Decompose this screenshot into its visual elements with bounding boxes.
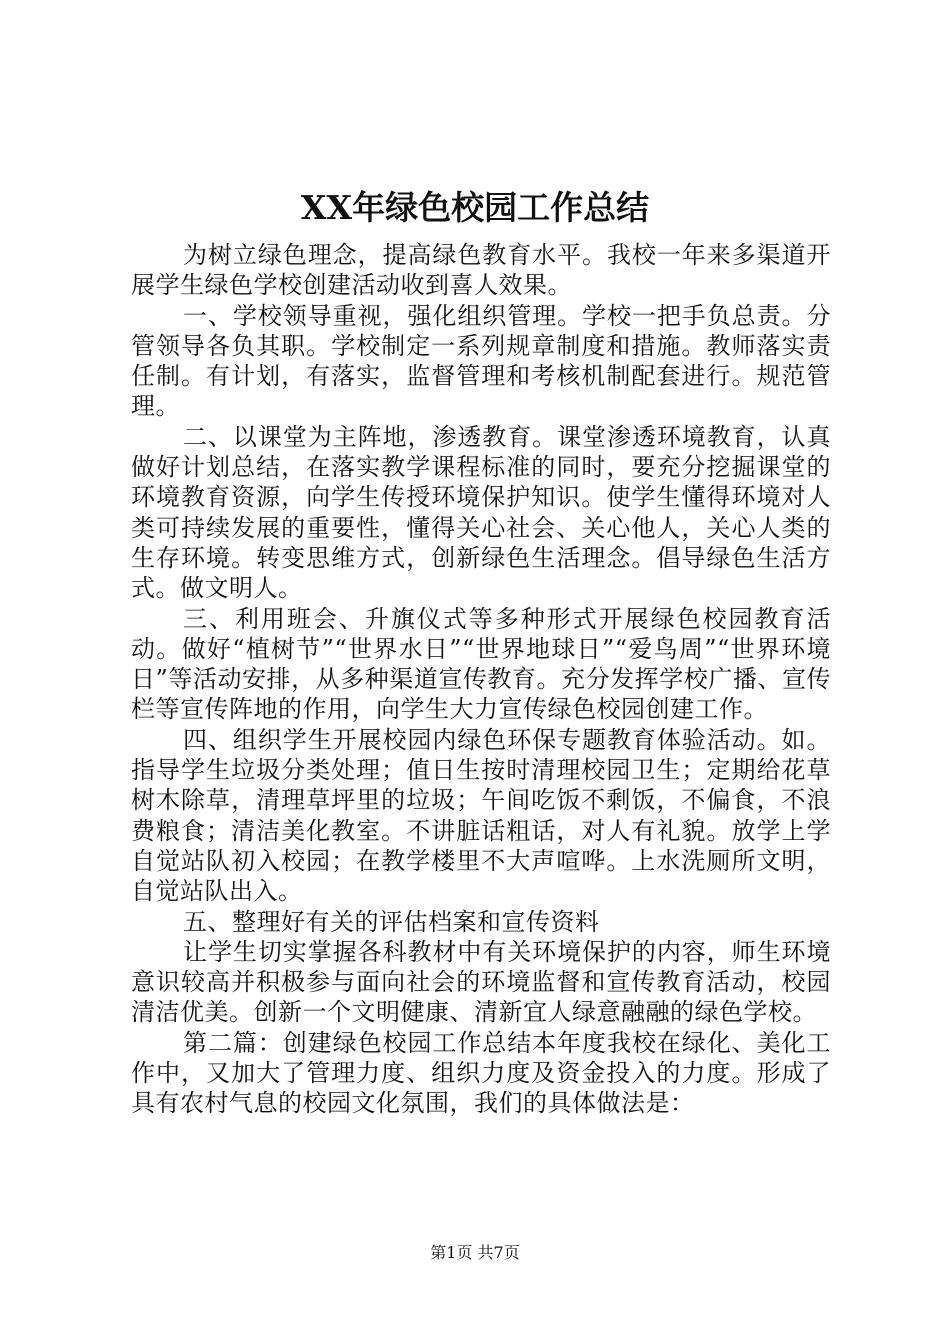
document-title: XX年绿色校园工作总结 bbox=[300, 188, 650, 227]
paragraph-section-4: 四、组织学生开展校园内绿色环保专题教育体验活动。如。指导学生垃圾分类处理；值日生按时清理校园卫生；定期给花草树木除草，清理草坪里的垃圾；午间吃饭不剩饭，不偏食，不浪费粮食；清洁美化教室。不讲脏话粗话，对人有礼貌。放学上学自觉站队初入校园；在教学楼里不大声喧哗。上水洗厕所文明，自觉站队出入。 bbox=[131, 725, 831, 906]
paragraph-section-5-detail: 让学生切实掌握各科教材中有关环境保护的内容，师生环境意识较高并积极参与面向社会的环境监督和宣传教育活动，校园清洁优美。创新一个文明健康、清新宜人绿意融融的绿色学校。 bbox=[131, 937, 831, 1027]
document-body bbox=[131, 240, 831, 1119]
paragraph-section-1: 一、学校领导重视，强化组织管理。学校一把手负总责。分管领导各负其职。学校制定一系列规章制度和措施。教师落实责任制。有计划，有落实，监督管理和考核机制配套进行。规范管理。 bbox=[131, 301, 831, 421]
page-number-footer: 第1页 共7页 bbox=[430, 1243, 520, 1262]
paragraph-section-3: 三、利用班会、升旗仪式等多种形式开展绿色校园教育活动。做好“植树节”“世界水日”“世界地球日”“爱鸟周”“世界环境日”等活动安排，从多种渠道宣传教育。充分发挥学校广播、宣传栏等宣传阵地的作用，向学生大力宣传绿色校园创建工作。 bbox=[131, 604, 831, 724]
paragraph-section-2: 二、以课堂为主阵地，渗透教育。课堂渗透环境教育，认真做好计划总结，在落实教学课程标准的同时，要充分挖掘课堂的环境教育资源，向学生传授环境保护知识。使学生懂得环境对人类可持续发展的重要性，懂得关心社会、关心他人，关心人类的生存环境。转变思维方式，创新绿色生活理念。倡导绿色生活方式。做文明人。 bbox=[131, 422, 831, 603]
paragraph-intro: 为树立绿色理念，提高绿色教育水平。我校一年来多渠道开展学生绿色学校创建活动收到喜人效果。 bbox=[131, 241, 831, 300]
paragraph-second-article: 第二篇：创建绿色校园工作总结本年度我校在绿化、美化工作中，又加大了管理力度、组织力度及资金投入的力度。形成了具有农村气息的校园文化氛围，我们的具体做法是： bbox=[131, 1028, 831, 1118]
paragraph-section-5: 五、整理好有关的评估档案和宣传资料 bbox=[183, 907, 600, 936]
